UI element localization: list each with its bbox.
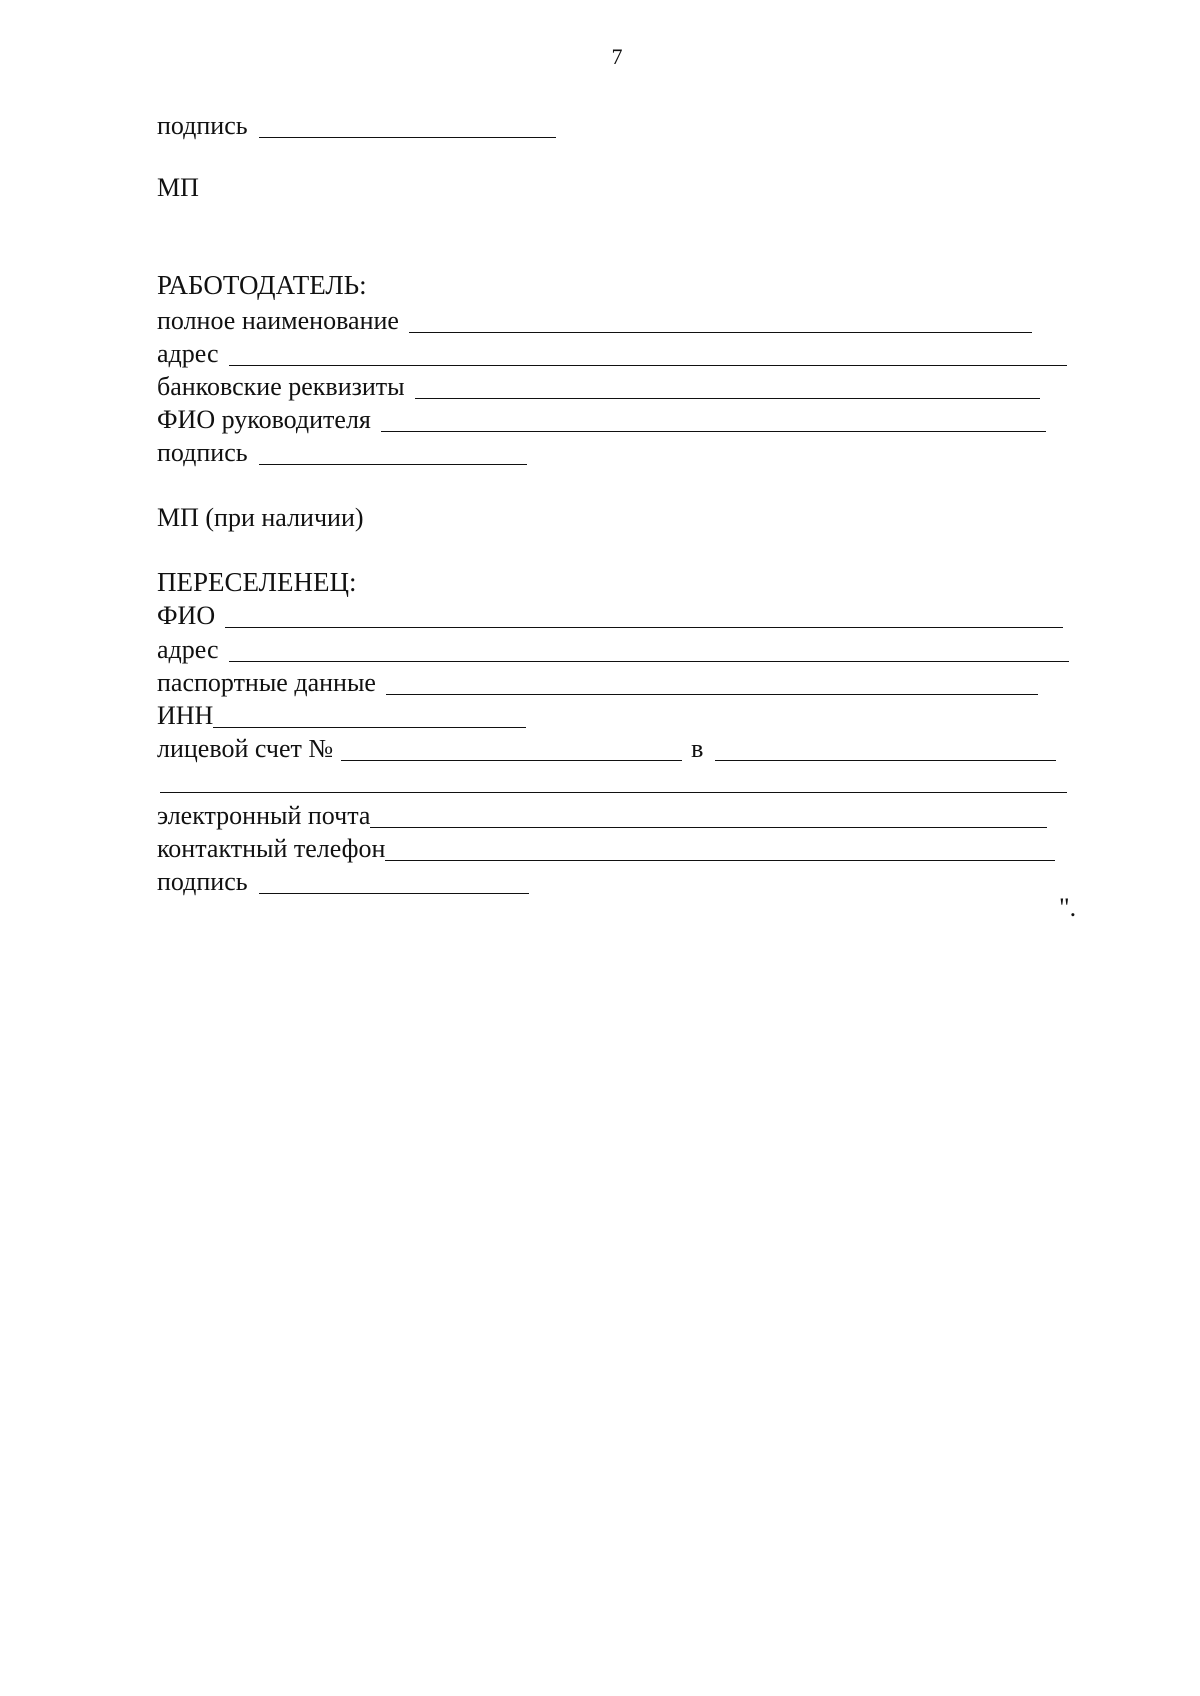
- employer-seal-label: МП (при наличии): [157, 503, 364, 532]
- migrant-account-row: [157, 733, 1056, 765]
- top-seal-label: МП: [157, 173, 199, 202]
- employer-signature-label: подпись: [157, 438, 248, 467]
- migrant-signature-label: подпись: [157, 867, 248, 896]
- migrant-signature-field[interactable]: [259, 893, 529, 894]
- migrant-bank-continuation-field[interactable]: [160, 792, 1067, 793]
- employer-heading: РАБОТОДАТЕЛЬ:: [157, 270, 367, 300]
- migrant-address-label: адрес: [157, 635, 219, 664]
- employer-bank-row: [157, 371, 1040, 403]
- migrant-phone-field[interactable]: [385, 860, 1055, 861]
- employer-signature-row: [157, 437, 527, 469]
- migrant-inn-field[interactable]: [213, 727, 526, 728]
- top-signature-field[interactable]: [259, 137, 556, 138]
- migrant-inn-label: ИНН: [157, 701, 214, 730]
- migrant-heading: ПЕРЕСЕЛЕНЕЦ:: [157, 567, 357, 597]
- employer-full-name-label: полное наименование: [157, 306, 399, 335]
- migrant-address-row: [157, 634, 1069, 666]
- employer-director-label: ФИО руководителя: [157, 405, 371, 434]
- employer-heading-row: [157, 270, 367, 302]
- top-seal-row: [157, 172, 199, 204]
- employer-seal-row: [157, 502, 364, 534]
- migrant-full-name-label: ФИО: [157, 601, 216, 630]
- migrant-passport-row: [157, 667, 1038, 699]
- migrant-bank-field[interactable]: [715, 760, 1056, 761]
- employer-full-name-row: [157, 305, 1032, 337]
- employer-bank-label: банковские реквизиты: [157, 372, 405, 401]
- top-signature-label: подпись: [157, 111, 248, 140]
- migrant-full-name-field[interactable]: [225, 627, 1063, 628]
- migrant-heading-row: [157, 567, 356, 599]
- employer-director-row: [157, 404, 1046, 436]
- migrant-email-label: электронный почта: [157, 801, 371, 830]
- page-number: 7: [611, 44, 623, 69]
- migrant-account-field[interactable]: [341, 760, 682, 761]
- employer-address-row: [157, 338, 1067, 370]
- migrant-email-field[interactable]: [370, 827, 1047, 828]
- employer-full-name-field[interactable]: [409, 332, 1032, 333]
- migrant-full-name-row: [157, 600, 1063, 632]
- migrant-phone-row: [157, 833, 1055, 865]
- migrant-signature-row: [157, 866, 529, 898]
- migrant-passport-field[interactable]: [386, 694, 1038, 695]
- top-signature-row: [157, 110, 556, 142]
- migrant-inn-row: [157, 700, 526, 732]
- employer-address-label: адрес: [157, 339, 219, 368]
- migrant-email-row: [157, 800, 1047, 832]
- employer-address-field[interactable]: [229, 365, 1067, 366]
- migrant-account-label: лицевой счет №: [157, 734, 334, 763]
- employer-director-field[interactable]: [381, 431, 1046, 432]
- employer-bank-field[interactable]: [415, 398, 1040, 399]
- migrant-bank-in-label: в: [691, 734, 704, 763]
- migrant-passport-label: паспортные данные: [157, 668, 376, 697]
- employer-signature-field[interactable]: [259, 464, 527, 465]
- migrant-address-field[interactable]: [229, 661, 1069, 662]
- migrant-phone-label: контактный телефон: [157, 834, 386, 863]
- closing-quote-mark: ".: [1059, 893, 1077, 922]
